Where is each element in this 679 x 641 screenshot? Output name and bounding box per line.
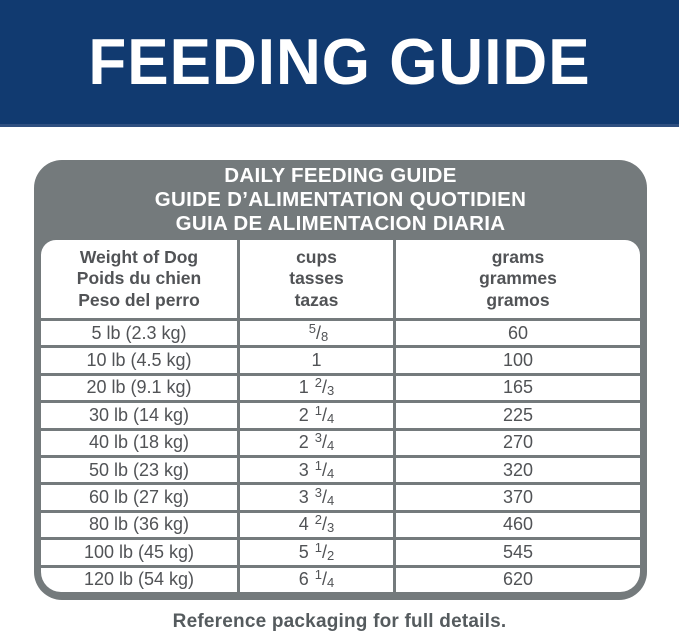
panel-title bbox=[41, 160, 640, 240]
column-header-line: Poids du chien bbox=[76, 268, 202, 289]
cups-cell: 5 / 8 bbox=[240, 321, 393, 345]
column-header-line: grams bbox=[491, 246, 545, 267]
grams-cell: 165 bbox=[396, 376, 640, 400]
daily-feeding-guide-panel bbox=[34, 160, 647, 600]
feeding-table bbox=[41, 240, 640, 592]
grams-cell: 620 bbox=[396, 568, 640, 592]
cups-cell: 1 bbox=[240, 348, 393, 372]
weight-cell: 20 lb (9.1 kg) bbox=[41, 376, 237, 400]
reference-note: Reference packaging for full details. bbox=[172, 611, 507, 632]
panel-title-line-es: GUIA DE ALIMENTACION DIARIA bbox=[175, 211, 506, 235]
column-header-line: cups bbox=[296, 246, 337, 267]
cups-cell: 2 1 / 4 bbox=[240, 403, 393, 427]
panel-title-line-en: DAILY FEEDING GUIDE bbox=[224, 164, 457, 188]
column-header-line: Weight of Dog bbox=[79, 246, 199, 267]
cups-cell: 6 1 / 4 bbox=[240, 568, 393, 592]
grams-cell: 100 bbox=[396, 348, 640, 372]
column-header-weight bbox=[41, 240, 237, 318]
column-header-cups bbox=[240, 240, 393, 318]
cups-cell: 3 3 / 4 bbox=[240, 485, 393, 509]
column-header-line: tasses bbox=[289, 268, 344, 289]
weight-cell: 60 lb (27 kg) bbox=[41, 485, 237, 509]
weight-cell: 30 lb (14 kg) bbox=[41, 403, 237, 427]
column-header-line: Peso del perro bbox=[78, 289, 200, 310]
column-header-line: gramos bbox=[486, 289, 550, 310]
grams-cell: 545 bbox=[396, 540, 640, 564]
weight-cell: 40 lb (18 kg) bbox=[41, 431, 237, 455]
grams-cell: 270 bbox=[396, 431, 640, 455]
cups-cell: 3 1 / 4 bbox=[240, 458, 393, 482]
weight-cell: 80 lb (36 kg) bbox=[41, 513, 237, 537]
column-header-line: grammes bbox=[479, 268, 557, 289]
weight-cell: 10 lb (4.5 kg) bbox=[41, 348, 237, 372]
cups-cell: 1 2 / 3 bbox=[240, 376, 393, 400]
cups-cell: 2 3 / 4 bbox=[240, 431, 393, 455]
weight-cell: 120 lb (54 kg) bbox=[41, 568, 237, 592]
grams-cell: 320 bbox=[396, 458, 640, 482]
banner-title: FEEDING GUIDE bbox=[88, 26, 591, 98]
grams-cell: 370 bbox=[396, 485, 640, 509]
grams-cell: 60 bbox=[396, 321, 640, 345]
cups-cell: 5 1 / 2 bbox=[240, 540, 393, 564]
column-header-grams bbox=[396, 240, 640, 318]
weight-cell: 50 lb (23 kg) bbox=[41, 458, 237, 482]
panel-title-line-fr: GUIDE D’ALIMENTATION QUOTIDIEN bbox=[154, 188, 527, 211]
grams-cell: 460 bbox=[396, 513, 640, 537]
feeding-guide-banner bbox=[0, 0, 679, 127]
grams-cell: 225 bbox=[396, 403, 640, 427]
cups-cell: 4 2 / 3 bbox=[240, 513, 393, 537]
column-header-line: tazas bbox=[294, 289, 339, 310]
weight-cell: 5 lb (2.3 kg) bbox=[41, 321, 237, 345]
weight-cell: 100 lb (45 kg) bbox=[41, 540, 237, 564]
